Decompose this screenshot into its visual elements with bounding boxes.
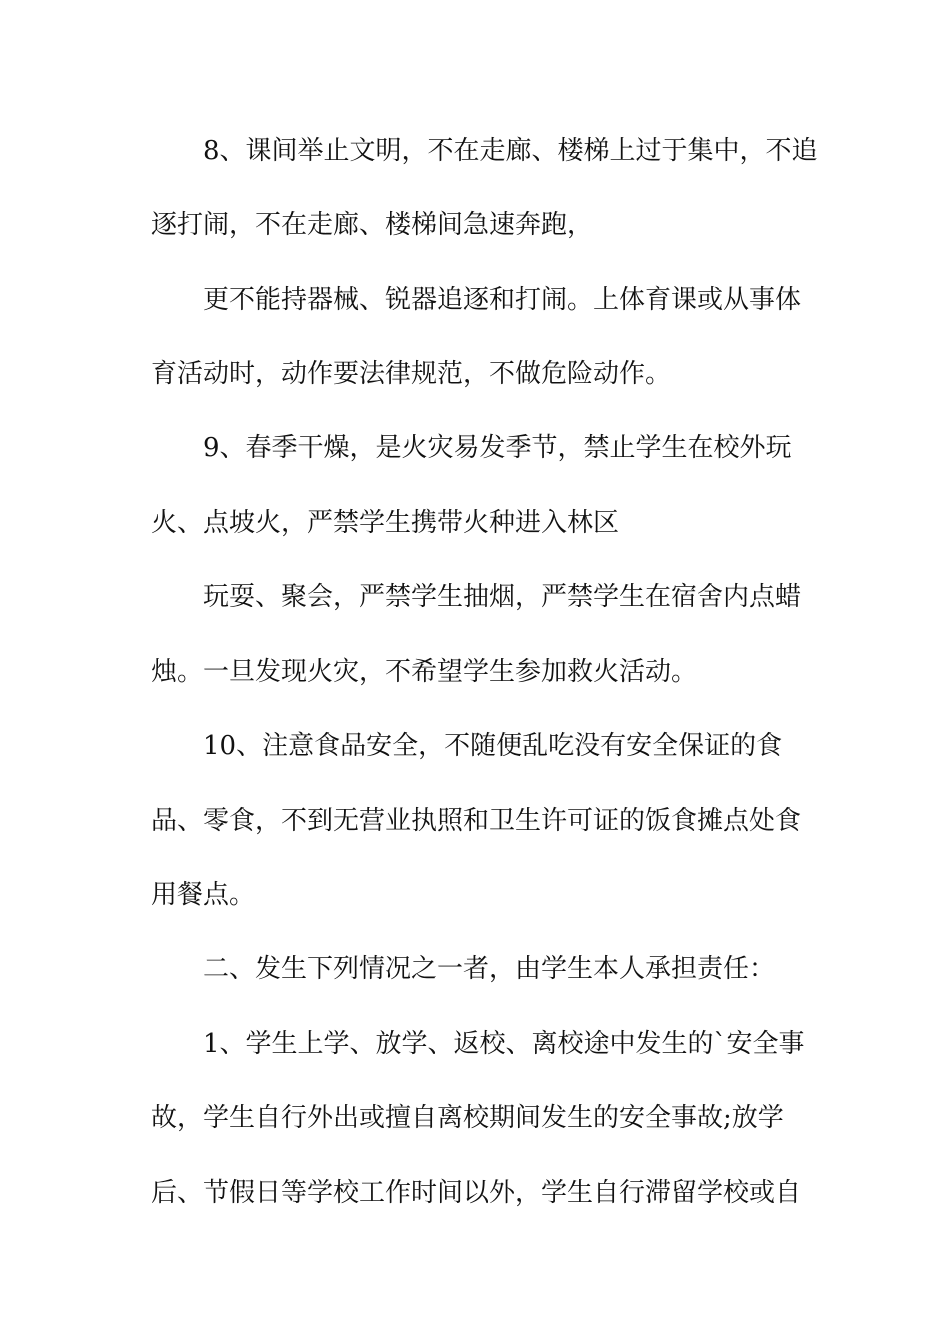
- paragraph-10-line-1: 10、注意食品安全，不随便乱吃没有安全保证的食: [203, 731, 783, 761]
- item-1-line-1: 1、学生上学、放学、返校、离校途中发生的`安全事: [203, 1029, 805, 1059]
- paragraph-9b-line-1: 玩耍、聚会，严禁学生抽烟，严禁学生在宿舍内点蜡: [203, 582, 802, 612]
- paragraph-9-line-2: 火、点坡火，严禁学生携带火种进入林区: [151, 508, 620, 538]
- section-2-heading: 二、发生下列情况之一者，由学生本人承担责任：: [203, 954, 776, 984]
- item-1-line-3: 后、节假日等学校工作时间以外，学生自行滞留学校或自: [151, 1178, 802, 1208]
- item-1-line-2: 故，学生自行外出或擅自离校期间发生的安全事故;放学: [151, 1103, 784, 1133]
- paragraph-10-line-2: 品、零食，不到无营业执照和卫生许可证的饭食摊点处食: [151, 806, 802, 836]
- paragraph-8-line-2: 逐打闹，不在走廊、楼梯间急速奔跑，: [151, 210, 594, 240]
- paragraph-9b-line-2: 烛。一旦发现火灾，不希望学生参加救火活动。: [151, 657, 698, 687]
- paragraph-8b-line-1: 更不能持器械、锐器追逐和打闹。上体育课或从事体: [203, 285, 802, 315]
- paragraph-9-line-1: 9、春季干燥，是火灾易发季节，禁止学生在校外玩: [203, 433, 792, 463]
- paragraph-10-line-3: 用餐点。: [151, 880, 256, 910]
- paragraph-8-line-1: 8、课间举止文明，不在走廊、楼梯上过于集中，不追: [203, 136, 818, 166]
- paragraph-8b-line-2: 育活动时，动作要法律规范，不做危险动作。: [151, 359, 672, 389]
